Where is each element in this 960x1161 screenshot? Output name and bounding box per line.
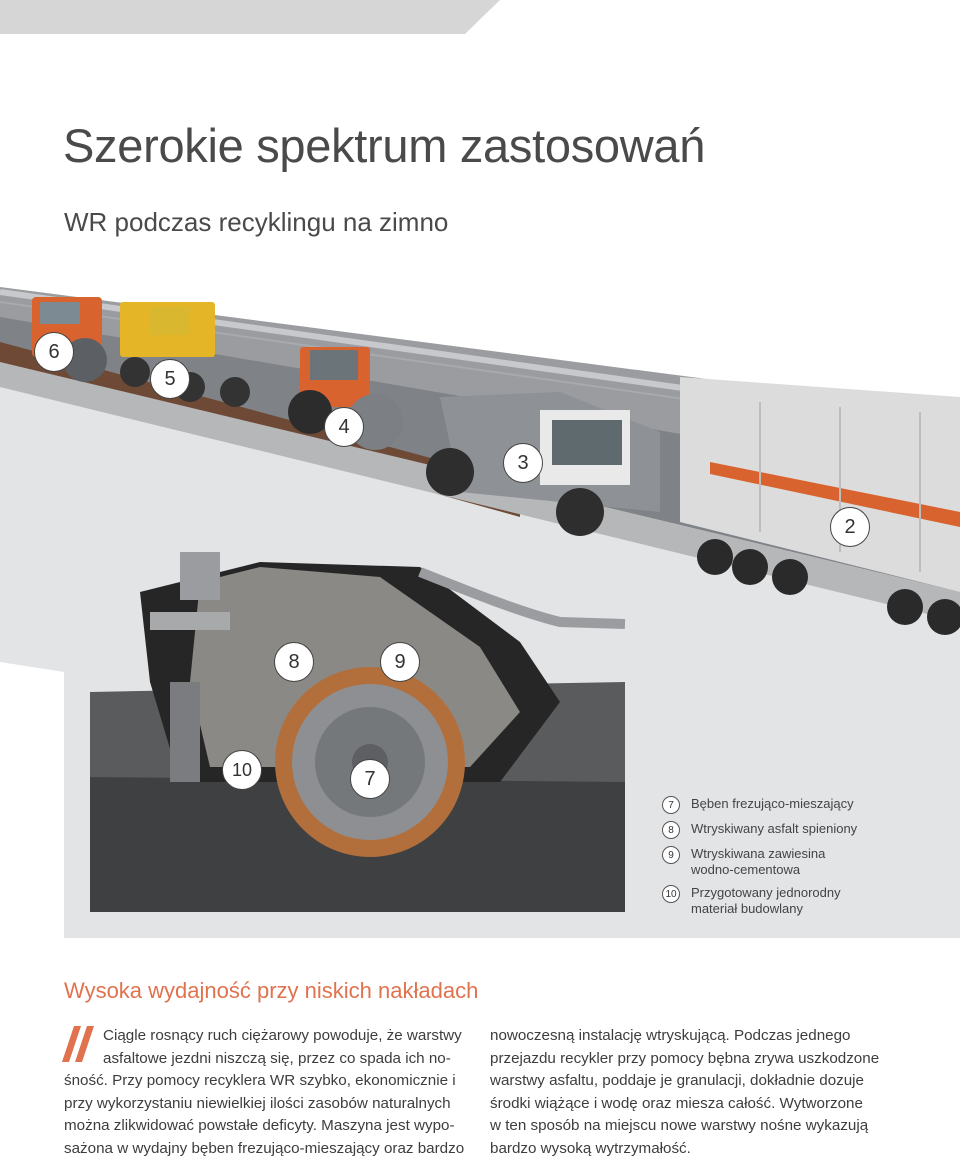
legend-item: [662, 846, 952, 878]
badge-10: 10: [222, 750, 262, 790]
badge-5: 5: [150, 359, 190, 399]
text-line: nowoczesną instalację wtryskującą. Podczas jednego: [490, 1027, 851, 1044]
text-line: sażona w wydajny bęben frezująco-mieszający oraz bardzo: [64, 1139, 465, 1157]
text-line: przy wykorzystaniu niewielkiej ilości zasobów naturalnych: [64, 1094, 451, 1112]
legend-item: [662, 885, 952, 917]
text-line: Ciągle rosnący ruch ciężarowy powoduje, że warstwy: [103, 1027, 462, 1044]
text-line: bardzo wysoką wytrzymałość.: [490, 1139, 691, 1157]
legend-item: [662, 796, 952, 814]
badge-7: 7: [350, 759, 390, 799]
legend-label: Wtryskiwany asfalt spieniony: [691, 821, 858, 836]
badge-4: 4: [324, 407, 364, 447]
text-line: można zlikwidować powstałe deficyty. Maszyna jest wypo-: [64, 1117, 455, 1135]
text-line: przejazdu recykler przy pomocy bębna zrywa uszkodzone: [490, 1049, 880, 1067]
legend-label: Przygotowany jednorodny materiał budowlany: [691, 885, 841, 916]
badge-2: 2: [830, 507, 870, 547]
body-text-right: [490, 1025, 910, 1161]
page-subtitle: WR podczas recyklingu na zimno: [64, 207, 449, 237]
legend-label: Wtryskiwana zawiesina wodno-cementowa: [691, 846, 826, 877]
badge-9: 9: [380, 642, 420, 682]
text-line: śność. Przy pomocy recyklera WR szybko, ekonomicznie i: [64, 1072, 456, 1090]
badge-8: 8: [274, 642, 314, 682]
section-heading: Wysoka wydajność przy niskich nakładach: [64, 978, 479, 1003]
badge-3: 3: [503, 443, 543, 483]
text-line: warstwy asfaltu, poddaje je granulacji, dokładnie dozuje: [490, 1072, 865, 1090]
legend-number: 10: [662, 885, 680, 903]
badge-6: 6: [34, 332, 74, 372]
text-line: środki wiążące i wodę oraz miesza całość. Wytworzone: [490, 1094, 863, 1112]
top-decorative-bar: [0, 0, 500, 34]
legend: [662, 796, 952, 924]
legend-label: Bęben frezująco-mieszający: [691, 796, 854, 811]
page-title: Szerokie spektrum zastosowań: [63, 119, 706, 172]
legend-number: 9: [662, 846, 680, 864]
text-line: asfaltowe jezdni niszczą się, przez co spada ich no-: [103, 1049, 451, 1067]
body-text-left: [64, 1025, 484, 1161]
legend-item: [662, 821, 952, 839]
legend-number: 7: [662, 796, 680, 814]
legend-number: 8: [662, 821, 680, 839]
text-line: w ten sposób na miejscu nowe warstwy nośne wykazują: [490, 1117, 869, 1135]
